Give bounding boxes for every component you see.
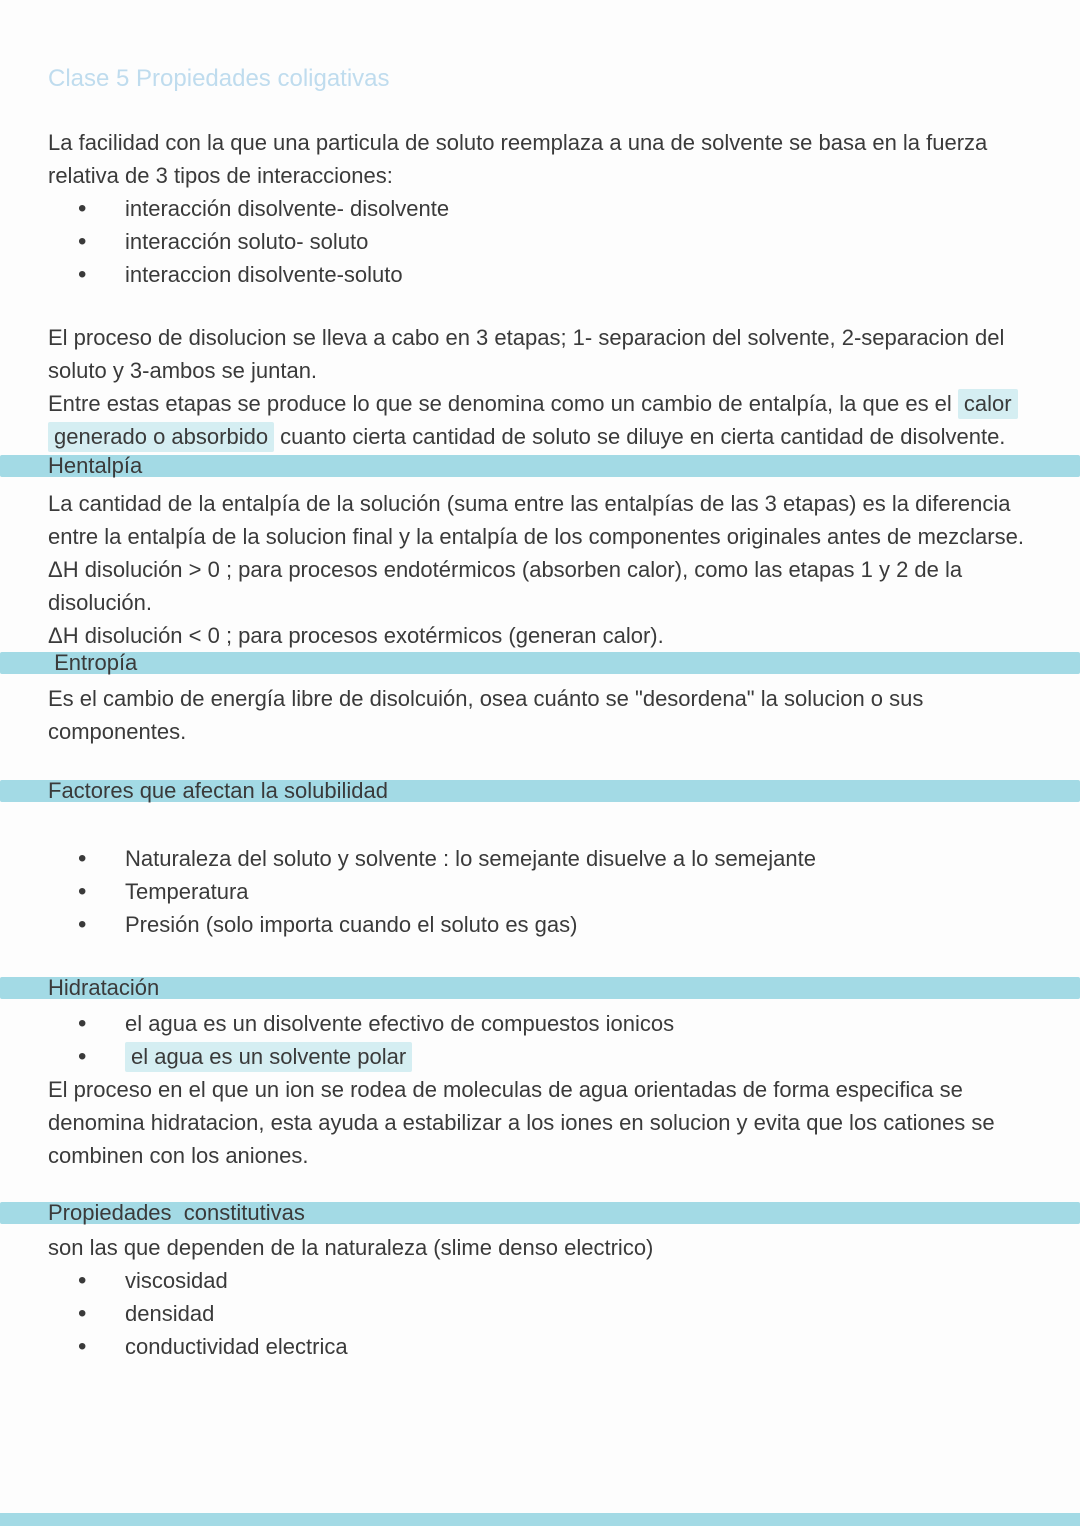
section-heading-label: Hidratación [48, 975, 160, 1000]
bottom-accent-bar [0, 1513, 1080, 1526]
section-heading-label: Propiedades constitutivas [48, 1200, 305, 1225]
section-heading-solubility-factors [0, 780, 1080, 802]
intro-paragraph: La facilidad con la que una particula de soluto reemplaza a una de solvente se basa en la fuerza relativa de 3 tipos de interacciones: [48, 130, 988, 188]
list-item: • viscosidad [48, 1264, 1035, 1297]
constitutive-properties-list [48, 1264, 1035, 1363]
enthalpy-endothermic-paragraph: ΔH disolución > 0 ; para procesos endotérmicos (absorben calor), como las etapas 1 y 2 de la disolución. [48, 557, 963, 615]
section-heading-label: Entropía [48, 650, 138, 675]
highlighted-text: calor generado o absorbido [48, 389, 1018, 452]
section-heading-label: Hentalpía [48, 453, 143, 478]
list-item: • densidad [48, 1297, 1035, 1330]
solubility-factors-list [48, 842, 1035, 941]
constitutive-definition-paragraph: son las que dependen de la naturaleza (slime denso electrico) [48, 1235, 654, 1260]
interactions-list [48, 192, 1035, 291]
section-heading-label: Factores que afectan la solubilidad [48, 778, 388, 803]
list-item [48, 1040, 1035, 1073]
section-heading-hydration [0, 977, 1080, 999]
enthalpy-exothermic-paragraph: ΔH disolución < 0 ; para procesos exotérmicos (generan calor). [48, 623, 664, 648]
list-item: • Naturaleza del soluto y solvente : lo semejante disuelve a lo semejante [48, 842, 1035, 875]
entropy-definition-paragraph: Es el cambio de energía libre de disolcuión, osea cuánto se "desordena" la solucion o sus componentes. [48, 686, 924, 744]
list-item: • conductividad electrica [48, 1330, 1035, 1363]
hydration-list [48, 1007, 1035, 1073]
list-item: • Temperatura [48, 875, 1035, 908]
section-heading-constitutive-properties [0, 1202, 1080, 1224]
list-item: • interacción disolvente- disolvente [48, 192, 1035, 225]
paragraph-text: Entre estas etapas se produce lo que se denomina como un cambio de entalpía, la que es el [48, 391, 958, 416]
paragraph-text: cuanto cierta cantidad de soluto se diluye en cierta cantidad de disolvente. [274, 424, 1006, 449]
list-item: • Presión (solo importa cuando el soluto es gas) [48, 908, 1035, 941]
section-heading-entropy [0, 652, 1080, 674]
highlighted-text: el agua es un solvente polar [125, 1042, 412, 1072]
list-item: • interaccion disolvente-soluto [48, 258, 1035, 291]
list-item: • interacción soluto- soluto [48, 225, 1035, 258]
page-title: Clase 5 Propiedades coligativas [48, 65, 390, 92]
list-item: • el agua es un disolvente efectivo de compuestos ionicos [48, 1007, 1035, 1040]
section-heading-enthalpy [0, 455, 1080, 477]
enthalpy-change-paragraph [48, 387, 1035, 453]
enthalpy-definition-paragraph: La cantidad de la entalpía de la solución (suma entre las entalpías de las 3 etapas) es la diferencia entre la entalpía de la solucion final y la entalpía de los componentes originales antes de mezclarse. [48, 491, 1024, 549]
hydration-definition-paragraph: El proceso en el que un ion se rodea de moleculas de agua orientadas de forma especifica se denomina hidratacion, esta ayuda a estabilizar a los iones en solucion y evita que los cationes se combinen con los aniones. [48, 1077, 995, 1168]
dissolution-stages-paragraph: El proceso de disolucion se lleva a cabo en 3 etapas; 1- separacion del solvente, 2-separacion del soluto y 3-ambos se juntan. [48, 325, 1005, 383]
